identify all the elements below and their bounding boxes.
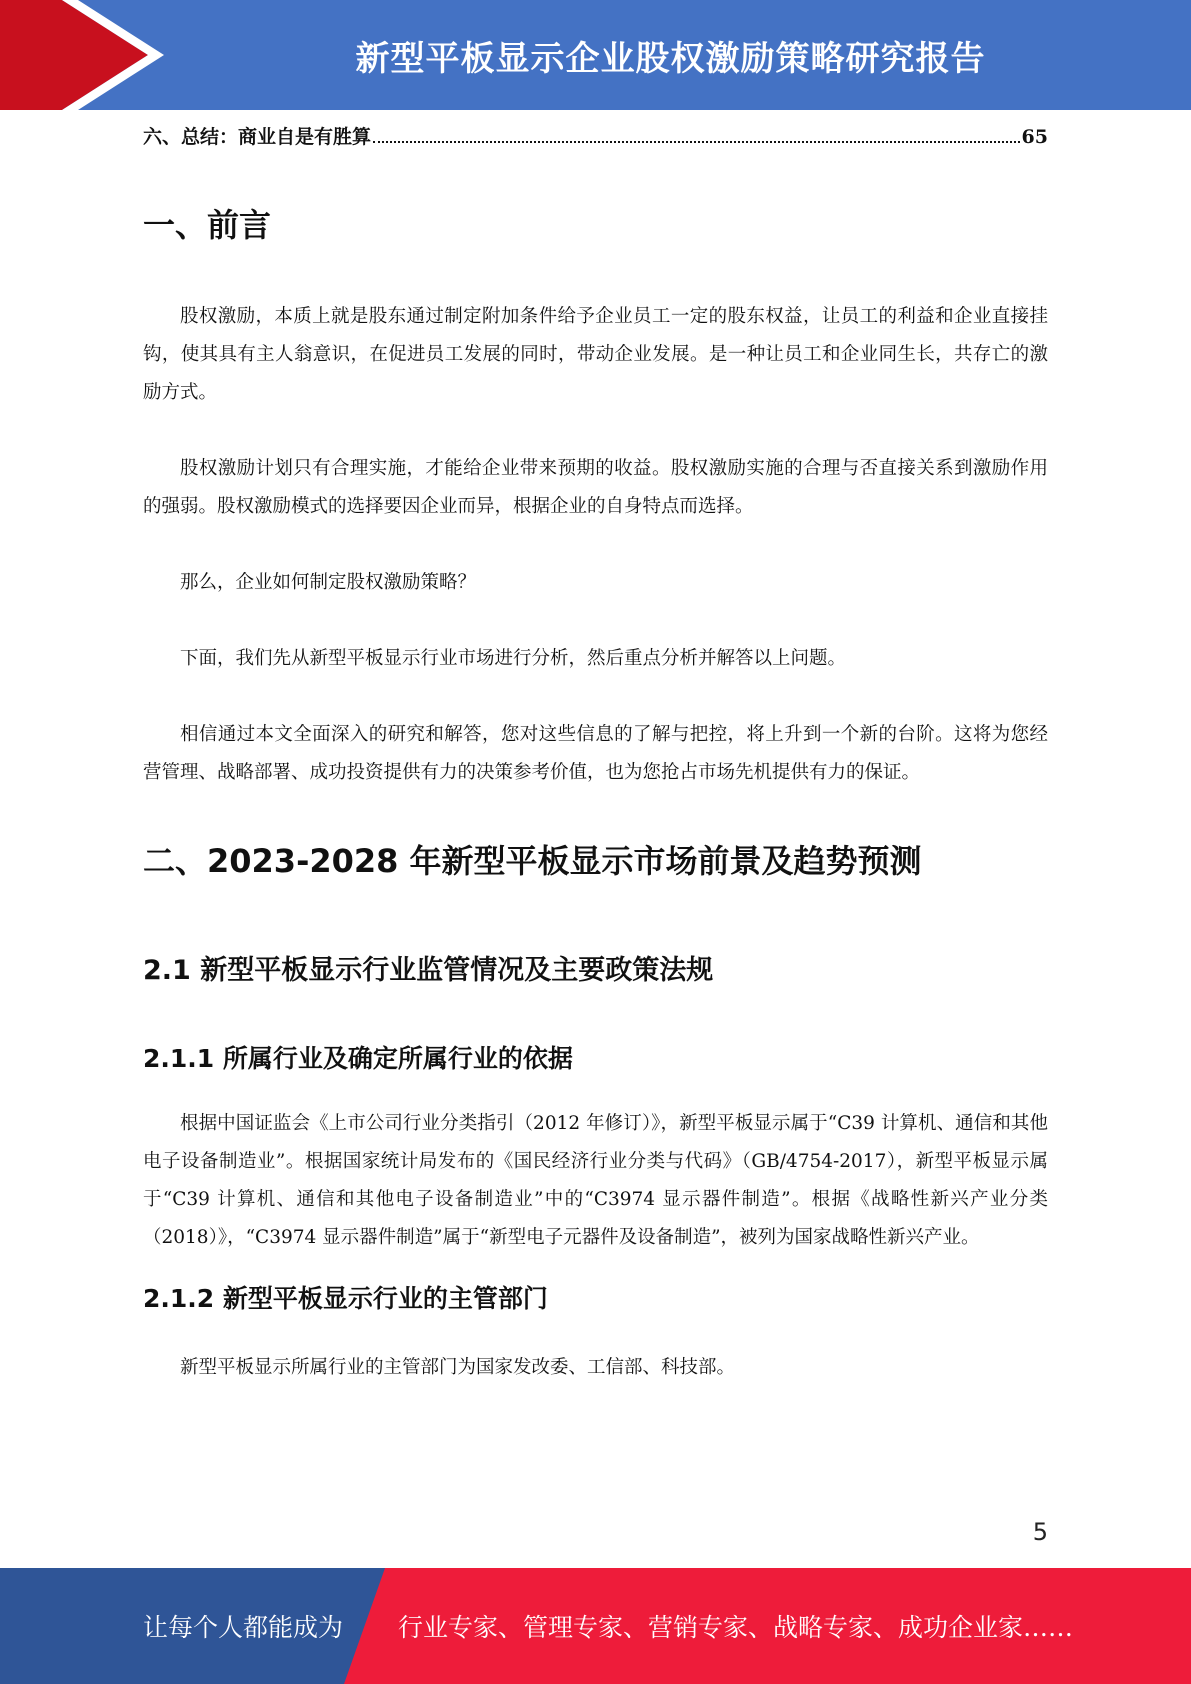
footer-slogan-right: 行业专家、管理专家、营销专家、战略专家、成功企业家…… xyxy=(398,1613,1074,1642)
page-header xyxy=(0,0,1191,110)
toc-entry-page: 65 xyxy=(1021,126,1048,148)
section-heading-preface: 一、前言 xyxy=(143,206,272,244)
toc-entry-label: 六、总结：商业自是有胜算 xyxy=(143,126,372,148)
preface-paragraph-1-wrap xyxy=(143,298,1048,412)
preface-paragraph-3-wrap xyxy=(143,564,1048,602)
subsection-heading-2-1-2: 2.1.2 新型平板显示行业的主管部门 xyxy=(143,1284,548,1313)
preface-paragraph-4: 下面，我们先从新型平板显示行业市场进行分析，然后重点分析并解答以上问题。 xyxy=(180,648,847,669)
industry-basis-paragraph-wrap xyxy=(143,1105,1048,1257)
subsection-heading-2-1: 2.1 新型平板显示行业监管情况及主要政策法规 xyxy=(143,955,714,986)
document-body xyxy=(143,122,1048,1387)
section-heading-market-outlook: 二、2023-2028 年新型平板显示市场前景及趋势预测 xyxy=(143,842,922,880)
page-footer xyxy=(0,1568,1191,1684)
preface-paragraph-2: 股权激励计划只有合理实施，才能给企业带来预期的收益。股权激励实施的合理与否直接关系到激励作用的强弱。股权激励模式的选择要因企业而异，根据企业的自身特点而选择。 xyxy=(143,458,1048,517)
preface-paragraph-4-wrap xyxy=(143,640,1048,678)
preface-paragraph-5: 相信通过本文全面深入的研究和解答，您对这些信息的了解与把控，将上升到一个新的台阶。这将为您经营管理、战略部署、成功投资提供有力的决策参考价值，也为您抢占市场先机提供有力的保证。 xyxy=(143,724,1048,783)
footer-slogan-left: 让每个人都能成为 xyxy=(143,1613,344,1642)
preface-paragraph-5-wrap xyxy=(143,716,1048,792)
toc-entry[interactable] xyxy=(143,122,1048,162)
subsection-heading-2-1-1: 2.1.1 所属行业及确定所属行业的依据 xyxy=(143,1044,573,1073)
toc-leader-dots xyxy=(373,127,1020,143)
report-title: 新型平板显示企业股权激励策略研究报告 xyxy=(355,38,986,79)
preface-paragraph-3: 那么，企业如何制定股权激励策略？ xyxy=(180,572,477,593)
preface-paragraph-2-wrap xyxy=(143,450,1048,526)
regulator-paragraph-wrap xyxy=(143,1349,1048,1387)
regulator-paragraph: 新型平板显示所属行业的主管部门为国家发改委、工信部、科技部。 xyxy=(180,1357,736,1378)
industry-basis-paragraph: 根据中国证监会《上市公司行业分类指引（2012 年修订）》，新型平板显示属于“C39 计算机、通信和其他电子设备制造业”。根据国家统计局发布的《国民经济行业分类与代码》（GB/4754-2017），新型平板显示属于“C39 计算机、通信和其他电子设备制造业”中的“C3974 显示器件制造”。根据《战略性新兴产业分类（2018）》，“C3974 显示器件制造”属于“新型电子元器件及设备制造”，被列为国家战略性新兴产业。 xyxy=(143,1113,1048,1248)
page-number: 5 xyxy=(1032,1518,1048,1546)
preface-paragraph-1: 股权激励，本质上就是股东通过制定附加条件给予企业员工一定的股东权益，让员工的利益和企业直接挂钩，使其具有主人翁意识，在促进员工发展的同时，带动企业发展。是一种让员工和企业同生长，共存亡的激励方式。 xyxy=(143,306,1048,403)
